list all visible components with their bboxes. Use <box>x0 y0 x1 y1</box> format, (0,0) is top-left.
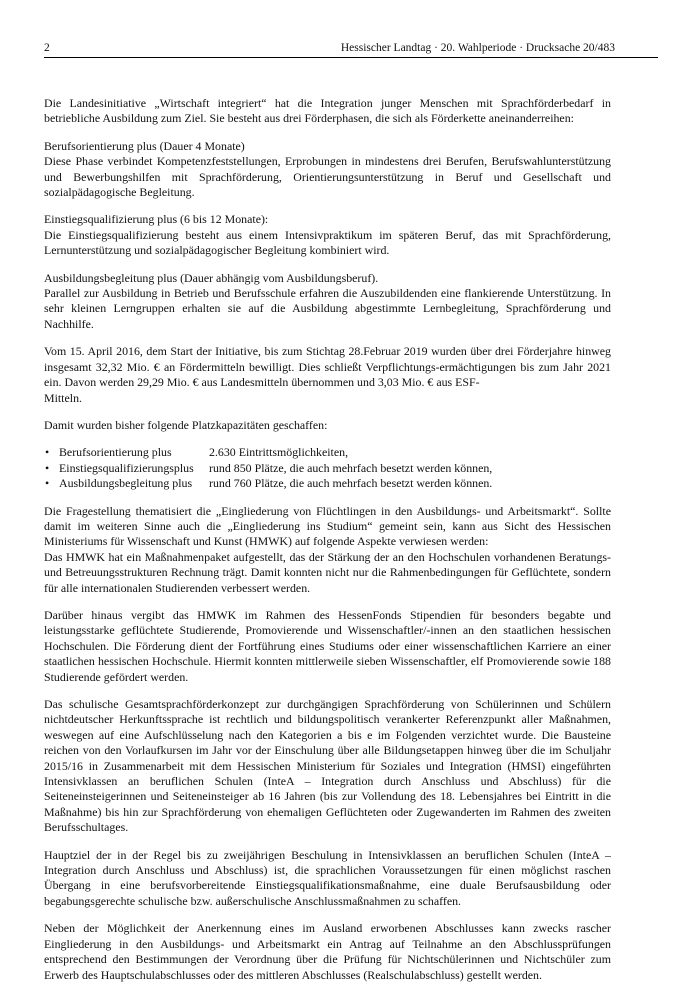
capacity-program: Ausbildungsbegleitung plus <box>59 476 193 491</box>
capacity-places: rund 850 Plätze, die auch mehrfach besetzt werden können, <box>209 460 493 475</box>
header-text: Hessischer Landtag · 20. Wahlperiode · Drucksache 20/483 <box>340 42 615 54</box>
sprachfoerderkonzept-paragraph: Das schulische Gesamtsprachförderkonzept zur durchgängigen Sprachförderung von Schülerinnen und Schülern nichtdeutscher Herkunftssprache ist rechtlich und bildungspolitisch verankerter Referenzpunkt aller Maßnahmen, weswegen auf eine Aufschlüsselung nach den Kategorien a bis e im Folgenden verzichtet wurde. Die Bausteine reichen von den Vorlaufkursen im Jahr vor der Einschulung über alle Bildungsetappen hinweg über die im Schuljahr 2015/16 in Zusammenarbeit mit dem Hessischen Ministerium für Soziales und Integration (HMSI) eingeführten Intensivklassen an beruflichen Schulen (InteA – Integration durch Anschluss und Abschluss) für die Seiteneinsteigerinnen und Seiteneinsteiger ab 16 Jahren (bis zur Vollendung des 18. Lebensjahres bei Eintritt in die Maßnahme) bis hin zur Sprachförderung von ehemaligen Geflüchteten oder Zugewanderten im Rahmen des zweiten Berufsschultages. <box>44 697 611 835</box>
intro-paragraph: Die Landesinitiative „Wirtschaft integriert“ hat die Integration junger Menschen mit Sprachförderbedarf in betriebliche Ausbildung zum Ziel. Sie besteht aus drei Förderphasen, die sich als Förderkette aneinanderreihen: <box>44 96 611 126</box>
bullet-icon: • <box>45 476 50 491</box>
hmwk-package-paragraph: Das HMWK hat ein Maßnahmenpaket aufgestellt, das der Stärkung der an den Hochschulen vorhandenen Beratungs- und Betreuungsstrukturen Rechnung trägt. Damit konnten nicht nur die Rahmenbedingungen für Geflüchtete, sondern für alle internationalen Studierenden verbessert werden. <box>44 549 611 595</box>
capacity-places: 2.630 Eintrittsmöglichkeiten, <box>209 445 349 460</box>
capacity-list <box>44 445 611 491</box>
list-item <box>44 476 611 491</box>
funding-paragraph-tail: Mitteln. <box>44 390 82 405</box>
berufsorientierung-heading: Berufsorientierung plus (Dauer 4 Monate) <box>44 138 245 153</box>
header-rule <box>44 57 658 58</box>
bullet-icon: • <box>45 460 50 475</box>
question-scope-paragraph: Die Fragestellung thematisiert die „Eingliederung von Flüchtlingen in den Ausbildungs- und Arbeitsmarkt“. Sollte damit im weiteren Sinne auch die „Eingliederung ins Studium“ gemeint sein, kann aus Sicht des Hessischen Ministeriums für Wissenschaft und Kunst (HMWK) auf folgende Aspekte verwiesen werden: <box>44 503 611 549</box>
list-item <box>44 461 611 476</box>
page-header <box>44 40 658 58</box>
berufsorientierung-paragraph: Diese Phase verbindet Kompetenzfeststellungen, Erprobungen in mindestens drei Berufen, Berufswahlunterstützung und Bewerbungshilfen mit Sprachförderung, Orientierungsunterstützung in Beruf und Gesellschaft und sozialpädagogische Begleitung. <box>44 154 611 200</box>
bullet-icon: • <box>45 445 50 460</box>
capacity-places: rund 760 Plätze, die auch mehrfach besetzt werden können. <box>209 476 493 491</box>
einstiegsqualifizierung-heading: Einstiegsqualifizierung plus (6 bis 12 Monate): <box>44 212 269 227</box>
ausbildungsbegleitung-heading: Ausbildungsbegleitung plus (Dauer abhängig vom Ausbildungsberuf). <box>44 270 379 285</box>
anerkennung-paragraph: Neben der Möglichkeit der Anerkennung eines im Ausland erworbenen Abschlusses kann zwecks rascher Eingliederung in den Ausbildungs- und Arbeitsmarkt ein Antrag auf Teilnahme an den Abschlussprüfungen entsprechend den Bestimmungen der Verordnung über die Prüfung für Nichtschülerinnen und Nichtschüler zum Erwerb des Hauptschulabschlusses oder des mittleren Abschlusses (Realschulabschluss) gestellt werden. <box>44 921 611 982</box>
ausbildungsbegleitung-paragraph: Parallel zur Ausbildung in Betrieb und Berufsschule erfahren die Auszubildenden eine flankierende Unterstützung. In sehr kleinen Lerngruppen erhalten sie auf die Ausbildung abgestimmte Lernbegleitung, Sprachförderung und Nachhilfe. <box>44 286 611 331</box>
page-number: 2 <box>44 42 50 54</box>
capacity-program: Einstiegsqualifizierungsplus <box>59 460 194 475</box>
hessenfonds-paragraph: Darüber hinaus vergibt das HMWK im Rahmen des HessenFonds Stipendien für besonders begabte und leistungsstarke geflüchtete Studierende, Promovierende und Wissenschaftler/-innen an den staatlichen hessischen Hochschulen. Die Förderung dient der Fortführung eines Studiums oder einer wissenschaftlichen Karriere an einer staatlichen hessischen Hochschule. Hiermit konnten mittlerweile sieben Wissenschaftler, elf Promovierende sowie 188 Studierende gefördert werden. <box>44 607 611 684</box>
document-body <box>44 96 611 995</box>
einstiegsqualifizierung-paragraph: Die Einstiegsqualifizierung besteht aus einem Intensivpraktikum im späteren Beruf, das mit Sprachförderung, Lernunterstützung und sozialpädagogischer Begleitung kombiniert wird. <box>44 227 611 258</box>
list-item <box>44 445 611 460</box>
hauptziel-paragraph: Hauptziel der in der Regel bis zu zweijährigen Beschulung in Intensivklassen an beruflichen Schulen (InteA – Integration durch Anschluss und Abschluss) ist, die sprachlichen Voraussetzungen für einen möglichst raschen Übergang in eine berufsvorbereitende Einstiegsqualifikationsmaßnahme, eine duale Berufsausbildung oder begabungsgerechte schulische bzw. außerschulische Anschlussmaßnahmen zu schaffen. <box>44 847 611 908</box>
capacity-intro: Damit wurden bisher folgende Platzkapazitäten geschaffen: <box>44 417 328 432</box>
funding-paragraph: Vom 15. April 2016, dem Start der Initiative, bis zum Stichtag 28.Februar 2019 wurden über drei Förderjahre hinweg insgesamt 32,32 Mio. € an Fördermitteln bewilligt. Dies schließt Verpflichtungs-ermächtigungen bis zum Jahr 2021 ein. Davon werden 29,29 Mio. € aus Landesmitteln übernommen und 3,03 Mio. € aus ESF- <box>44 344 611 390</box>
capacity-program: Berufsorientierung plus <box>59 445 172 460</box>
